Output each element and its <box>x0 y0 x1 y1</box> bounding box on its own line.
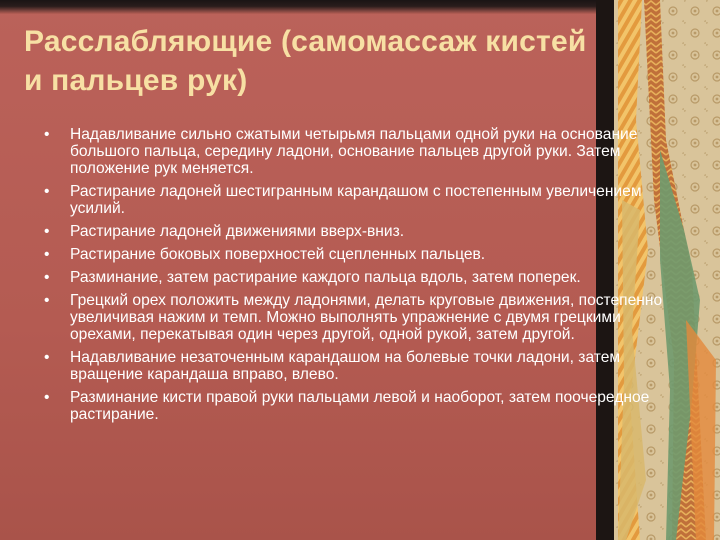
list-item <box>44 126 676 177</box>
top-border-decoration <box>0 0 612 14</box>
list-item <box>44 269 676 286</box>
bullet-icon: • <box>44 349 50 366</box>
list-item-text: Растирание ладоней движениями вверх-вниз. <box>70 223 405 240</box>
list-item-text: Растирание боковых поверхностей сцепленных пальцев. <box>70 246 486 263</box>
list-item-text: Грецкий орех положить между ладонями, делать круговые движения, постепенно увеличивая нажим и темп. Можно выполнять упражнение с двумя грецкими орехами, перекатывая один через другой, одной рукой, затем другой. <box>70 292 663 343</box>
bullet-icon: • <box>44 223 50 240</box>
list-item <box>44 349 676 383</box>
list-item <box>44 246 676 263</box>
list-item <box>44 183 676 217</box>
bullet-icon: • <box>44 269 50 286</box>
list-item-text: Растирание ладоней шестигранным карандашом с постепенным увеличением усилий. <box>70 183 642 217</box>
exercise-list <box>44 126 676 429</box>
list-item <box>44 389 676 423</box>
list-item <box>44 223 676 240</box>
list-item-text: Надавливание незаточенным карандашом на болевые точки ладони, затем вращение карандаша вправо, влево. <box>70 349 621 383</box>
list-item-text: Разминание кисти правой руки пальцами левой и наоборот, затем поочередное растирание. <box>70 389 650 423</box>
bullet-icon: • <box>44 292 50 309</box>
bullet-icon: • <box>44 246 50 263</box>
slide-title: Расслабляющие (самомассаж кистей и пальцев рук) <box>24 25 587 97</box>
list-item-text: Разминание, затем растирание каждого пальца вдоль, затем поперек. <box>70 269 581 286</box>
bullet-icon: • <box>44 126 50 143</box>
list-item <box>44 292 676 343</box>
bullet-icon: • <box>44 389 50 406</box>
bullet-icon: • <box>44 183 50 200</box>
list-item-text: Надавливание сильно сжатыми четырьмя пальцами одной руки на основание большого пальца, середину ладони, основание пальцев другой руки. Затем положение рук меняется. <box>70 126 638 177</box>
